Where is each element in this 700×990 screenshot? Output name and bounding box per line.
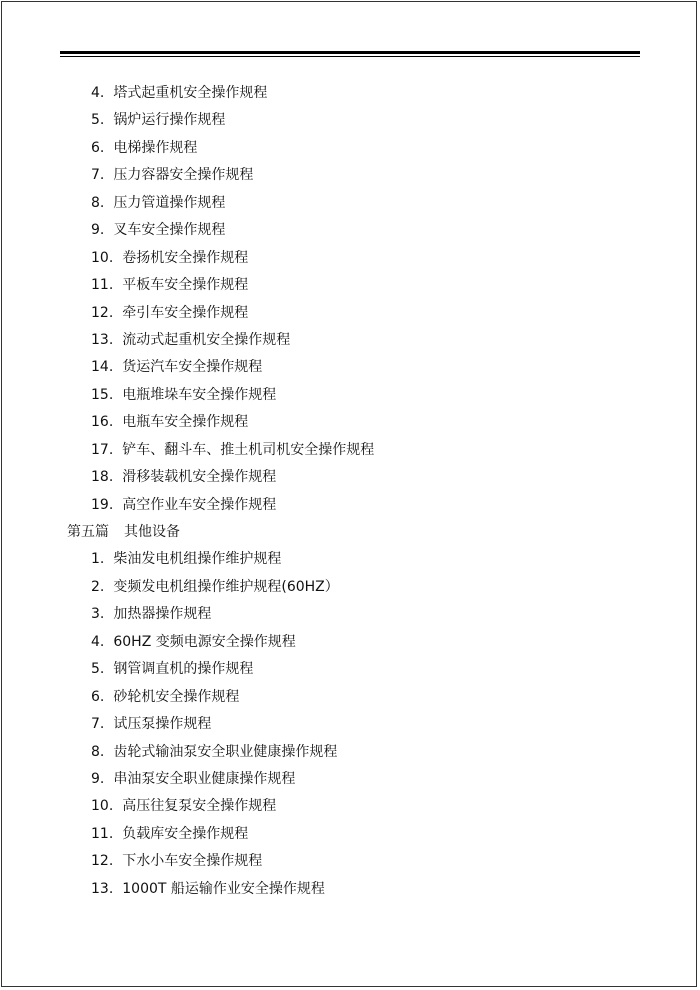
header-rule-thick (60, 51, 640, 54)
toc-item-title: 下水小车安全操作规程 (122, 853, 263, 870)
toc-item-number: 16. (91, 414, 114, 431)
toc-item (0, 409, 700, 436)
section-number: 第五篇 (67, 524, 109, 540)
toc-item (0, 492, 700, 519)
toc-item-title: 齿轮式输油泵安全职业健康操作规程 (113, 743, 338, 760)
toc-item-title: 柴油发电机组操作维护规程 (113, 551, 282, 568)
toc-item-title: 1000T 船运输作业安全操作规程 (122, 880, 325, 897)
toc-item-title: 货运汽车安全操作规程 (122, 359, 263, 376)
toc-item-number: 12. (91, 853, 114, 870)
toc-item-title: 试压泵操作规程 (113, 716, 212, 733)
toc-item-number: 4. (91, 633, 105, 650)
toc-item-title: 牵引车安全操作规程 (122, 304, 249, 321)
toc-item-number: 2. (91, 578, 105, 595)
toc-item (0, 135, 700, 162)
toc-item-number: 10. (91, 249, 114, 266)
toc-item-title: 串油泵安全职业健康操作规程 (113, 770, 296, 787)
toc-item-title: 60HZ 变频电源安全操作规程 (113, 633, 296, 650)
toc-item-title: 平板车安全操作规程 (122, 277, 249, 294)
toc-item (0, 162, 700, 189)
toc-item-number: 7. (91, 716, 105, 733)
toc-item-title: 高空作业车安全操作规程 (122, 496, 277, 513)
header-double-rule (60, 51, 640, 57)
toc-item (0, 739, 700, 766)
toc-item-number: 6. (91, 688, 105, 705)
toc-item-number: 1. (91, 551, 105, 568)
toc-item-title: 负载库安全操作规程 (122, 825, 249, 842)
toc-item-number: 15. (91, 386, 114, 403)
toc-item-title: 锅炉运行操作规程 (113, 112, 226, 129)
toc-item (0, 245, 700, 272)
toc-item-title: 叉车安全操作规程 (113, 222, 226, 239)
toc-item-number: 9. (91, 770, 105, 787)
toc-item-number: 14. (91, 359, 114, 376)
toc-item-title: 电梯操作规程 (113, 139, 198, 156)
toc-item (0, 80, 700, 107)
toc-item-number: 17. (91, 441, 114, 458)
toc-item-title: 压力管道操作规程 (113, 194, 226, 211)
toc-item-title: 铲车、翻斗车、推土机司机安全操作规程 (122, 441, 375, 458)
header-rule-thin (60, 56, 640, 57)
toc-item (0, 793, 700, 820)
toc-item-number: 8. (91, 743, 105, 760)
toc-item (0, 382, 700, 409)
toc-item-title: 流动式起重机安全操作规程 (122, 331, 291, 348)
toc-item-title: 电瓶车安全操作规程 (122, 414, 249, 431)
toc-item (0, 464, 700, 491)
toc-item (0, 684, 700, 711)
toc-item (0, 327, 700, 354)
toc-item-number: 11. (91, 825, 114, 842)
toc-item (0, 546, 700, 573)
section-name: 其他设备 (124, 524, 180, 540)
toc-item-title: 卷扬机安全操作规程 (122, 249, 249, 266)
toc-item (0, 876, 700, 903)
toc-item-number: 8. (91, 194, 105, 211)
toc-item-number: 19. (91, 496, 114, 513)
toc-item (0, 354, 700, 381)
toc-item-number: 12. (91, 304, 114, 321)
toc-item-number: 11. (91, 277, 114, 294)
toc-item-number: 13. (91, 331, 114, 348)
toc-item (0, 190, 700, 217)
toc-item-number: 18. (91, 469, 114, 486)
toc-item-number: 3. (91, 606, 105, 623)
toc-item (0, 629, 700, 656)
toc-item-number: 5. (91, 661, 105, 678)
toc-item-title: 砂轮机安全操作规程 (113, 688, 240, 705)
toc-item-title: 高压往复泵安全操作规程 (122, 798, 277, 815)
toc-item-title: 变频发电机组操作维护规程(60HZ） (113, 578, 339, 595)
toc-item (0, 437, 700, 464)
toc-item-number: 13. (91, 880, 114, 897)
toc-item (0, 272, 700, 299)
toc-item-number: 10. (91, 798, 114, 815)
toc-item (0, 574, 700, 601)
toc-item (0, 601, 700, 628)
toc-item-number: 4. (91, 85, 105, 101)
toc-item (0, 656, 700, 683)
toc-item-number: 5. (91, 112, 105, 129)
toc-item (0, 766, 700, 793)
toc-item-number: 7. (91, 167, 105, 184)
toc-item-title: 加热器操作规程 (113, 606, 212, 623)
table-of-contents (0, 80, 700, 903)
toc-item (0, 848, 700, 875)
toc-item (0, 217, 700, 244)
toc-item (0, 107, 700, 134)
toc-item-title: 塔式起重机安全操作规程 (113, 85, 268, 101)
toc-item-number: 6. (91, 139, 105, 156)
toc-item-title: 压力容器安全操作规程 (113, 167, 254, 184)
toc-item-title: 钢管调直机的操作规程 (113, 661, 254, 678)
section-heading (0, 519, 700, 546)
toc-item-title: 电瓶堆垛车安全操作规程 (122, 386, 277, 403)
toc-item (0, 711, 700, 738)
toc-item-title: 滑移装载机安全操作规程 (122, 469, 277, 486)
toc-item (0, 300, 700, 327)
toc-item-number: 9. (91, 222, 105, 239)
toc-item (0, 821, 700, 848)
